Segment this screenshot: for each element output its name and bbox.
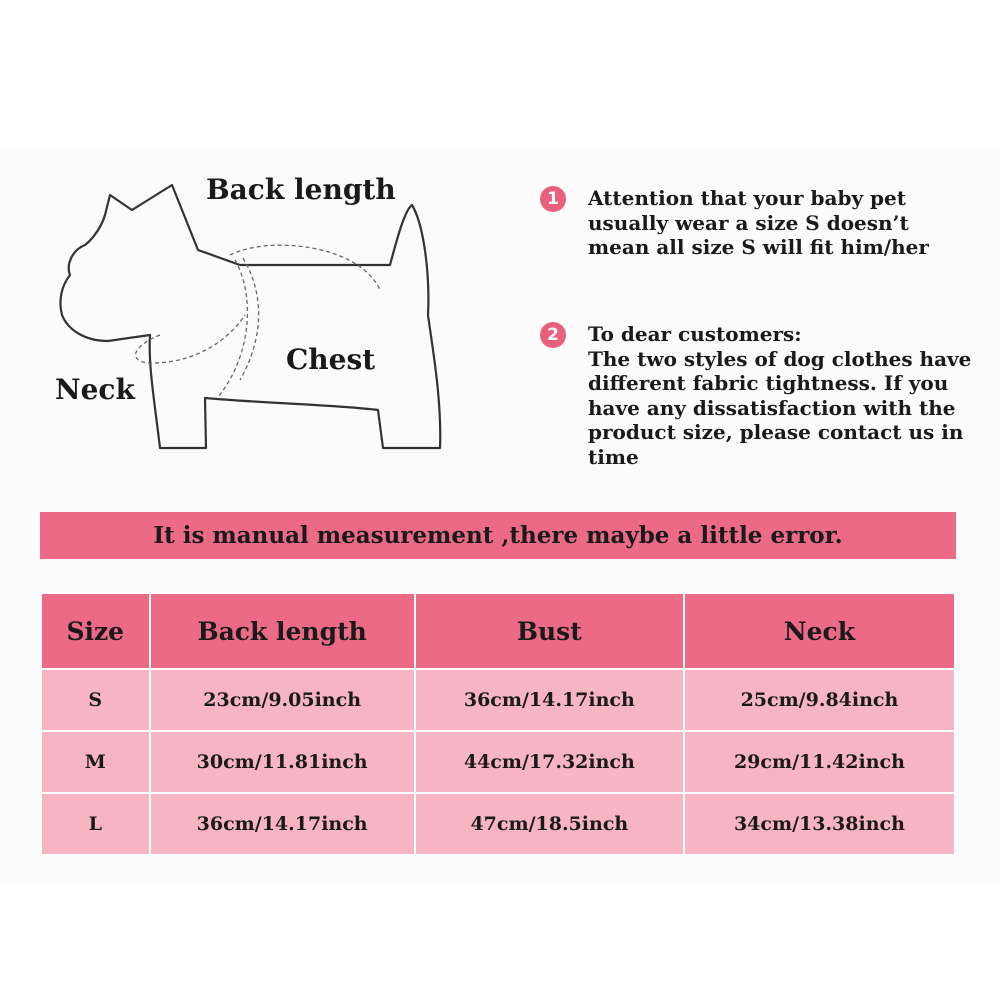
note-line: different fabric tightness. If you <box>588 371 949 395</box>
header-back-length: Back length <box>150 593 415 669</box>
note-1-text <box>588 186 988 260</box>
cell-back-length: 30cm/11.81inch <box>150 731 415 793</box>
header-neck: Neck <box>684 593 955 669</box>
cell-bust: 44cm/17.32inch <box>415 731 684 793</box>
cell-neck: 25cm/9.84inch <box>684 669 955 731</box>
note-line: To dear customers: <box>588 322 802 346</box>
cell-neck: 29cm/11.42inch <box>684 731 955 793</box>
measurement-notice-banner <box>40 512 956 559</box>
chest-label: Chest <box>286 343 376 376</box>
table-row <box>41 793 955 855</box>
cell-bust: 36cm/14.17inch <box>415 669 684 731</box>
note-2-text <box>588 322 988 469</box>
cell-neck: 34cm/13.38inch <box>684 793 955 855</box>
note-line: usually wear a size S doesn’t <box>588 210 909 235</box>
table-row <box>41 669 955 731</box>
cell-size: L <box>41 793 150 855</box>
neck-label: Neck <box>55 373 135 406</box>
cell-bust: 47cm/18.5inch <box>415 793 684 855</box>
header-size: Size <box>41 593 150 669</box>
note-line: The two styles of dog clothes have <box>588 346 972 371</box>
cell-back-length: 23cm/9.05inch <box>150 669 415 731</box>
note-line: Attention that your baby pet <box>588 186 906 210</box>
number-badge-2: 2 <box>540 322 566 348</box>
number-badge-1: 1 <box>540 186 566 212</box>
note-line: product size, please contact us in <box>588 420 964 444</box>
cell-size: S <box>41 669 150 731</box>
dog-measurement-diagram <box>40 165 470 475</box>
banner-text: It is manual measurement ,there maybe a little error. <box>153 522 843 549</box>
dog-silhouette-icon <box>40 165 470 475</box>
size-chart-table <box>40 592 956 856</box>
table-row <box>41 731 955 793</box>
note-line: time <box>588 444 639 469</box>
cell-back-length: 36cm/14.17inch <box>150 793 415 855</box>
cell-size: M <box>41 731 150 793</box>
note-line: have any dissatisfaction with the <box>588 395 956 420</box>
note-line: mean all size S will fit him/her <box>588 235 929 259</box>
header-bust: Bust <box>415 593 684 669</box>
back-length-label: Back length <box>206 173 396 206</box>
table-header-row <box>41 593 955 669</box>
